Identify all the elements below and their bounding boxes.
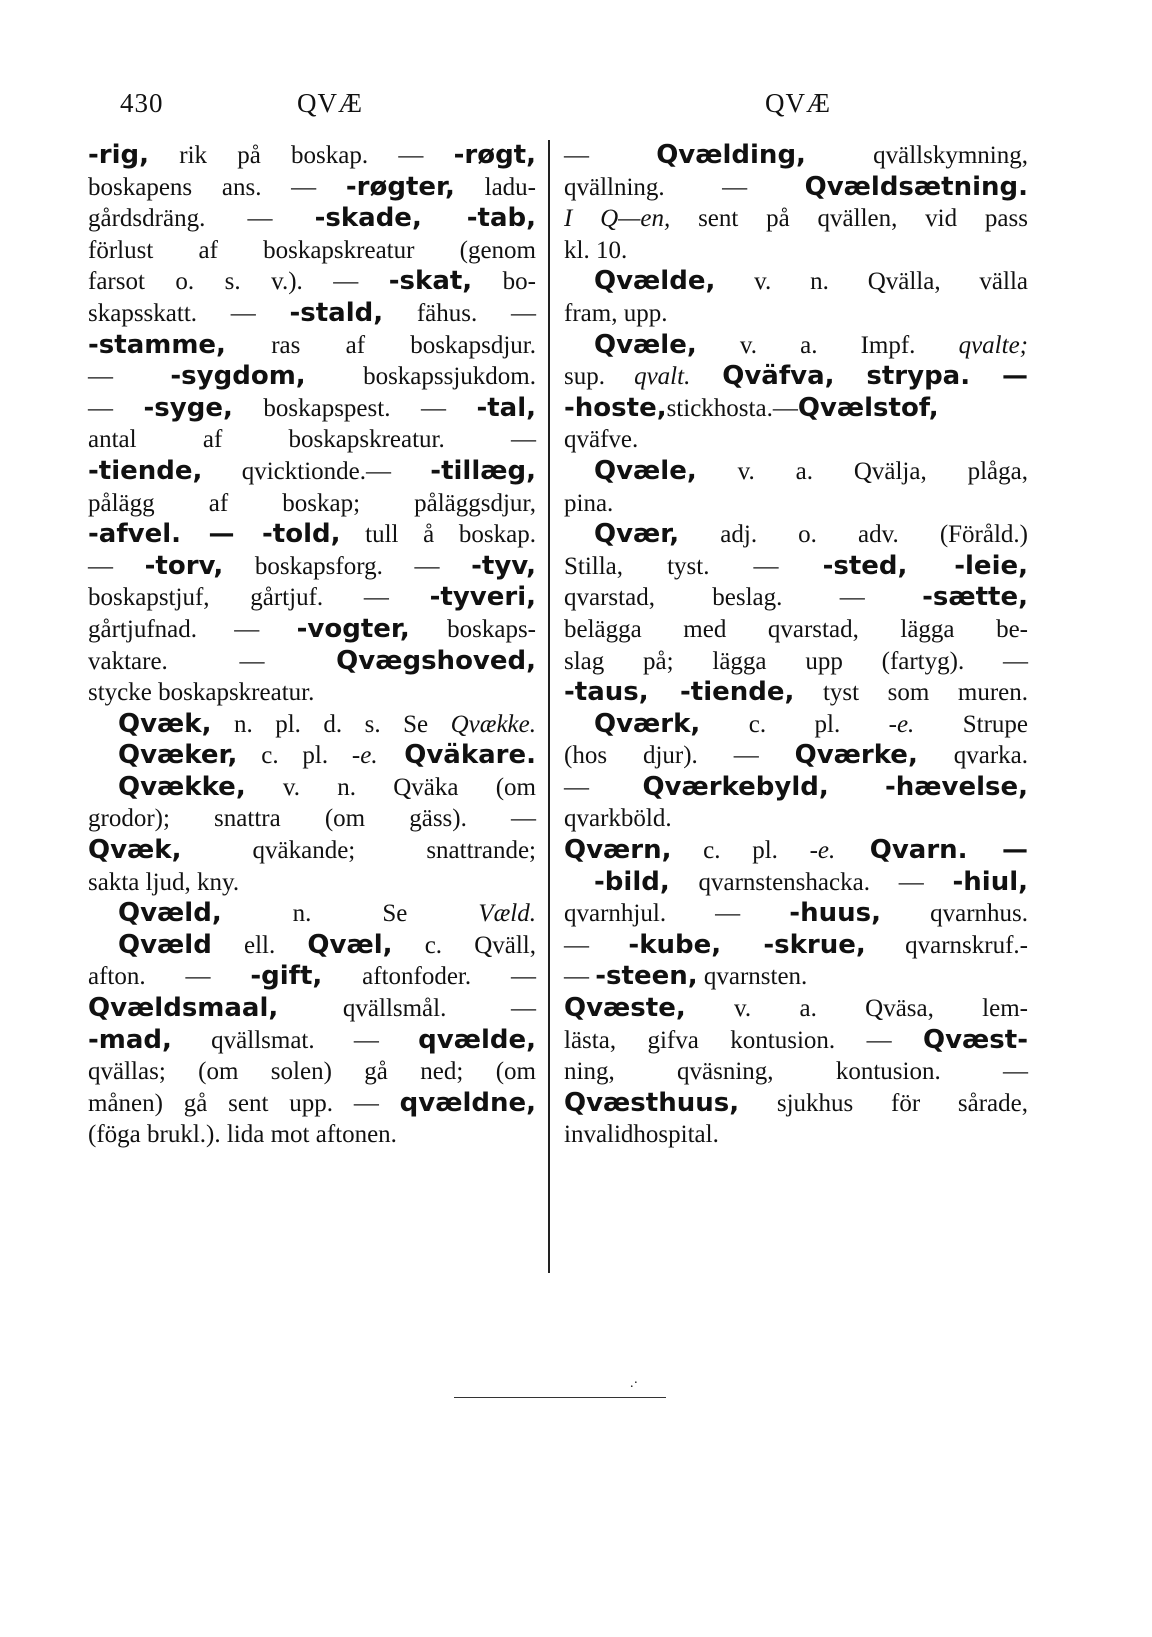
entry-text: — [564, 963, 596, 991]
entry-text: qvarnhjul. — [564, 900, 790, 928]
right-column [564, 140, 1028, 1151]
headword: -afvel. — [88, 519, 262, 550]
right-column-line [564, 361, 1028, 393]
headword: -huus, [789, 898, 881, 929]
left-column-line [88, 330, 536, 362]
headword: Qvælding, [656, 140, 806, 170]
entry-text: — [88, 363, 171, 391]
headword: Qværk, [594, 708, 701, 739]
right-column-line [564, 646, 1028, 678]
right-column-line [564, 867, 1028, 899]
entry-text: qvarkböld. [564, 805, 672, 833]
entry-text: pina. [564, 489, 614, 517]
headword: -tal, [476, 392, 537, 423]
entry-text: qvarnsten. [697, 963, 808, 991]
left-column-line [88, 172, 536, 204]
left-column-line [88, 614, 536, 646]
entry-text: stickhosta.— [666, 394, 798, 422]
right-column-line [564, 298, 1028, 330]
headword: Qvæker, [118, 740, 238, 771]
entry-text: sjukhus för sårade, [739, 1089, 1028, 1117]
right-column-line [564, 582, 1028, 614]
entry-text: -e. [809, 837, 836, 865]
headword: -sætte, [922, 582, 1028, 613]
entry-text: kl. 10. [564, 236, 628, 264]
headword: Qväfva, strypa. — [690, 361, 1028, 392]
entry-text: ladu- [454, 173, 536, 201]
headword: -rig, [88, 140, 150, 170]
entry-text: vaktare. — [88, 647, 337, 675]
entry-text: rik på boskap. — [149, 142, 454, 169]
headword: -tillæg, [430, 455, 536, 486]
left-column-line [88, 930, 536, 962]
entry-text: tyst som muren. [794, 679, 1028, 707]
headword: Qvæld, [118, 898, 222, 929]
entry-text: aftonfoder. — [322, 963, 536, 991]
entry-text: c. Qväll, [392, 931, 536, 959]
left-column-line [88, 1119, 536, 1151]
right-column-line [564, 614, 1028, 646]
headword: Qvældsmaal, [88, 993, 279, 1024]
entry-text: boskapspest. — [232, 394, 477, 422]
entry-text: boskapens ans. — [88, 173, 346, 201]
entry-text: gårtjufnad. — [88, 615, 297, 643]
entry-text: qväfve. [564, 426, 639, 454]
entry-text: grodor); snattra (om gäss). — [88, 805, 536, 833]
headword: -hoste, [564, 392, 667, 423]
headword: Qvarn. — [835, 835, 1028, 866]
right-column-line [564, 235, 1028, 267]
headword: Qvæle, [594, 455, 697, 486]
right-guide-word: QVÆ [765, 88, 832, 118]
entry-text: belägga med qvarstad, lägga be- [564, 615, 1028, 643]
headword: -mad, [88, 1024, 172, 1055]
entry-text: v. a. Qväsa, lem- [685, 995, 1028, 1023]
entry-text: antal af boskapskreatur. — [88, 426, 536, 454]
entry-text: — [564, 142, 657, 169]
left-column-line [88, 646, 536, 678]
headword: Qvæl, [307, 929, 393, 960]
entry-text: qvarnstenshacka. — [669, 868, 953, 896]
right-column-line [564, 330, 1028, 362]
right-column-line [564, 803, 1028, 835]
right-column-line [564, 172, 1028, 204]
entry-text: qvalte; [958, 331, 1028, 359]
headword: Qværke, [794, 740, 918, 771]
left-column-line [88, 235, 536, 267]
entry-text: v. n. Qväka (om [245, 773, 536, 801]
headword: -torv, [144, 550, 224, 581]
entry-text: v. n. Qvälla, välla [715, 268, 1028, 296]
entry-text: lästa, gifva kontusion. — [564, 1026, 923, 1054]
headword: -tyv, [471, 550, 536, 581]
right-column-line [564, 898, 1028, 930]
entry-text: qväsning, kontusion. — [614, 1058, 1028, 1086]
headword: Qværkebyld, -hævelse, [642, 771, 1028, 802]
entry-text: fähus. — [383, 299, 536, 327]
left-column-line [88, 488, 536, 520]
entry-text: bo- [472, 268, 536, 296]
entry-text: afton. — [88, 963, 251, 991]
entry-text: qvällsmat. — [171, 1026, 419, 1054]
entry-text: skapsskatt. — [88, 299, 290, 327]
left-column-line [88, 203, 536, 235]
entry-text: fram, upp. [564, 299, 668, 327]
entry-text: boskapstjuf, gårtjuf. — [88, 584, 430, 612]
headword: Qvække, [118, 771, 246, 802]
entry-text: qvällning. — [564, 173, 805, 201]
entry-text: Strupe [914, 710, 1028, 738]
headword: -kube, -skrue, [628, 929, 866, 960]
right-column-line [564, 740, 1028, 772]
entry-text: — [88, 394, 144, 422]
entry-text: qvarnhus. [880, 900, 1028, 928]
entry-text: (föga brukl.). lida mot aftonen. [88, 1121, 397, 1149]
entry-text: — [564, 931, 629, 959]
left-column-line [88, 298, 536, 330]
right-column-line [564, 930, 1028, 962]
left-column-line [88, 803, 536, 835]
headword: -røgter, [345, 171, 455, 202]
left-column-line [88, 393, 536, 425]
entry-text: c. pl. [671, 837, 810, 865]
right-column-line [564, 393, 1028, 425]
left-column-line [88, 867, 536, 899]
left-column-line [88, 677, 536, 709]
headword: -hiul, [952, 866, 1028, 897]
entry-text: boskapssjukdom. [305, 363, 536, 391]
right-column-line [564, 961, 1028, 993]
headword: -røgt, [453, 140, 536, 170]
entry-text: månen) gå sent upp. — [88, 1089, 400, 1117]
entry-text: qvällskymning, [805, 142, 1028, 169]
headword: Qvælstof, [797, 392, 939, 423]
entry-text: Væld. [478, 900, 536, 928]
entry-text: sakta ljud, kny. [88, 868, 240, 896]
right-column-line [564, 772, 1028, 804]
right-column-line [564, 993, 1028, 1025]
headword: -tyveri, [429, 582, 536, 613]
headword: Qväkare. [377, 740, 536, 771]
left-column-line [88, 424, 536, 456]
entry-text: ell. [211, 931, 308, 959]
left-column-line [88, 1056, 536, 1088]
entry-text: qvicktionde.— [202, 457, 431, 485]
entry-text: I Q—en, [564, 205, 671, 233]
left-column-line [88, 266, 536, 298]
entry-text: invalidhospital. [564, 1121, 719, 1149]
headword: -skade, -tab, [314, 203, 537, 234]
headword: Qvæk, [118, 708, 212, 739]
headword: -sted, -leie, [822, 550, 1028, 581]
entry-text: c. pl. [700, 710, 889, 738]
headword: Qværn, [564, 835, 672, 866]
entry-text: qvalt. [634, 363, 691, 391]
entry-text: -e. [351, 742, 378, 770]
right-column-line [564, 1056, 1028, 1088]
right-column-line [564, 519, 1028, 551]
headword: Qvæste, [564, 993, 686, 1024]
entry-text: pålägg af boskap; påläggsdjur, [88, 489, 536, 517]
right-column-line [564, 140, 1028, 172]
headword: -stamme, [88, 329, 226, 360]
headword: -told, [261, 519, 341, 550]
headword: Qvældsætning. [804, 171, 1028, 202]
left-column [88, 140, 536, 1151]
entry-text: ning, [564, 1058, 615, 1086]
headword: Qvæle, [594, 329, 697, 360]
right-column-line [564, 1025, 1028, 1057]
entry-text: gårdsdräng. — [88, 205, 315, 233]
entry-text: slag på; lägga upp (fartyg). — [564, 647, 1028, 675]
headword: Qvæst- [923, 1024, 1028, 1055]
right-column-line [564, 266, 1028, 298]
left-column-line [88, 740, 536, 772]
headword: -gift, [250, 961, 323, 992]
entry-text: stycke boskapskreatur. [88, 679, 315, 707]
entry-text: v. a. Impf. [696, 331, 959, 359]
headword: -skat, [388, 266, 473, 297]
right-column-line [564, 677, 1028, 709]
entry-text: qvarka. [917, 742, 1028, 770]
entry-text: tull å boskap. [340, 521, 537, 549]
entry-text: qvarnskruf.- [865, 931, 1028, 959]
headword: -bild, [594, 866, 670, 897]
entry-text: v. a. Qvälja, plåga, [696, 457, 1028, 485]
entry-text: boskapsforg. — [223, 552, 472, 580]
left-column-line [88, 551, 536, 583]
entry-text: Stilla, tyst. — [564, 552, 823, 580]
left-column-line [88, 1088, 536, 1120]
left-column-line [88, 519, 536, 551]
right-column-line [564, 456, 1028, 488]
headword: -syge, [143, 392, 233, 423]
headword: -tiende, [88, 455, 203, 486]
footer-mark: .· [630, 1376, 639, 1391]
headword: qvælde, [418, 1024, 536, 1055]
entry-text: adj. o. adv. (Föråld.) [679, 521, 1028, 549]
entry-text: boskaps- [409, 615, 536, 643]
headword: Qvægshoved, [336, 645, 536, 676]
headword: Qvæld [118, 929, 212, 960]
left-column-line [88, 456, 536, 488]
right-column-line [564, 488, 1028, 520]
headword: -taus, -tiende, [564, 677, 795, 708]
right-column-line [564, 1119, 1028, 1151]
headword: Qvær, [594, 519, 680, 550]
right-column-line [564, 551, 1028, 583]
headword: Qvæk, [88, 835, 182, 866]
left-column-line [88, 1025, 536, 1057]
entry-text: c. pl. [237, 742, 352, 770]
entry-text: -e. [888, 710, 915, 738]
column-divider [548, 140, 550, 1273]
headword: -vogter, [296, 613, 410, 644]
entry-text: — [88, 552, 145, 580]
headword: Qvæsthuus, [564, 1087, 740, 1118]
entry-text: qvällas; (om solen) gå ned; (om [88, 1058, 536, 1086]
left-column-line [88, 582, 536, 614]
page-number: 430 [120, 88, 164, 118]
entry-text: qvarstad, beslag. — [564, 584, 923, 612]
entry-text: förlust af boskapskreatur (genom [88, 236, 536, 264]
entry-text: — [564, 773, 643, 801]
left-column-line [88, 993, 536, 1025]
headword: Qvælde, [594, 266, 716, 297]
entry-text: (hos djur). — [564, 742, 795, 770]
right-column-line [564, 835, 1028, 867]
headword: qvældne, [399, 1087, 536, 1118]
entry-text: ras af boskapsdjur. [225, 331, 536, 359]
left-column-line [88, 961, 536, 993]
left-column-line [88, 898, 536, 930]
left-column-line [88, 835, 536, 867]
right-column-line [564, 424, 1028, 456]
left-column-line [88, 709, 536, 741]
headword: -stald, [289, 297, 384, 328]
left-column-line [88, 140, 536, 172]
left-column-line [88, 361, 536, 393]
entry-text: sup. [564, 363, 635, 391]
footer-rule [454, 1397, 666, 1398]
entry-text: n. pl. d. s. Se [211, 710, 451, 738]
entry-text: farsot o. s. v.). — [88, 268, 389, 296]
entry-text: Qvække. [450, 710, 536, 738]
right-column-line [564, 1088, 1028, 1120]
entry-text: qväkande; snattrande; [181, 837, 536, 865]
right-column-line [564, 709, 1028, 741]
right-column-line [564, 203, 1028, 235]
entry-text: qvällsmål. — [278, 995, 536, 1023]
headword: -steen, [595, 961, 698, 992]
headword: -sygdom, [170, 361, 306, 392]
entry-text: n. Se [221, 900, 479, 928]
left-column-line [88, 772, 536, 804]
left-guide-word: QVÆ [297, 88, 364, 118]
entry-text: sent på qvällen, vid pass [670, 205, 1028, 233]
